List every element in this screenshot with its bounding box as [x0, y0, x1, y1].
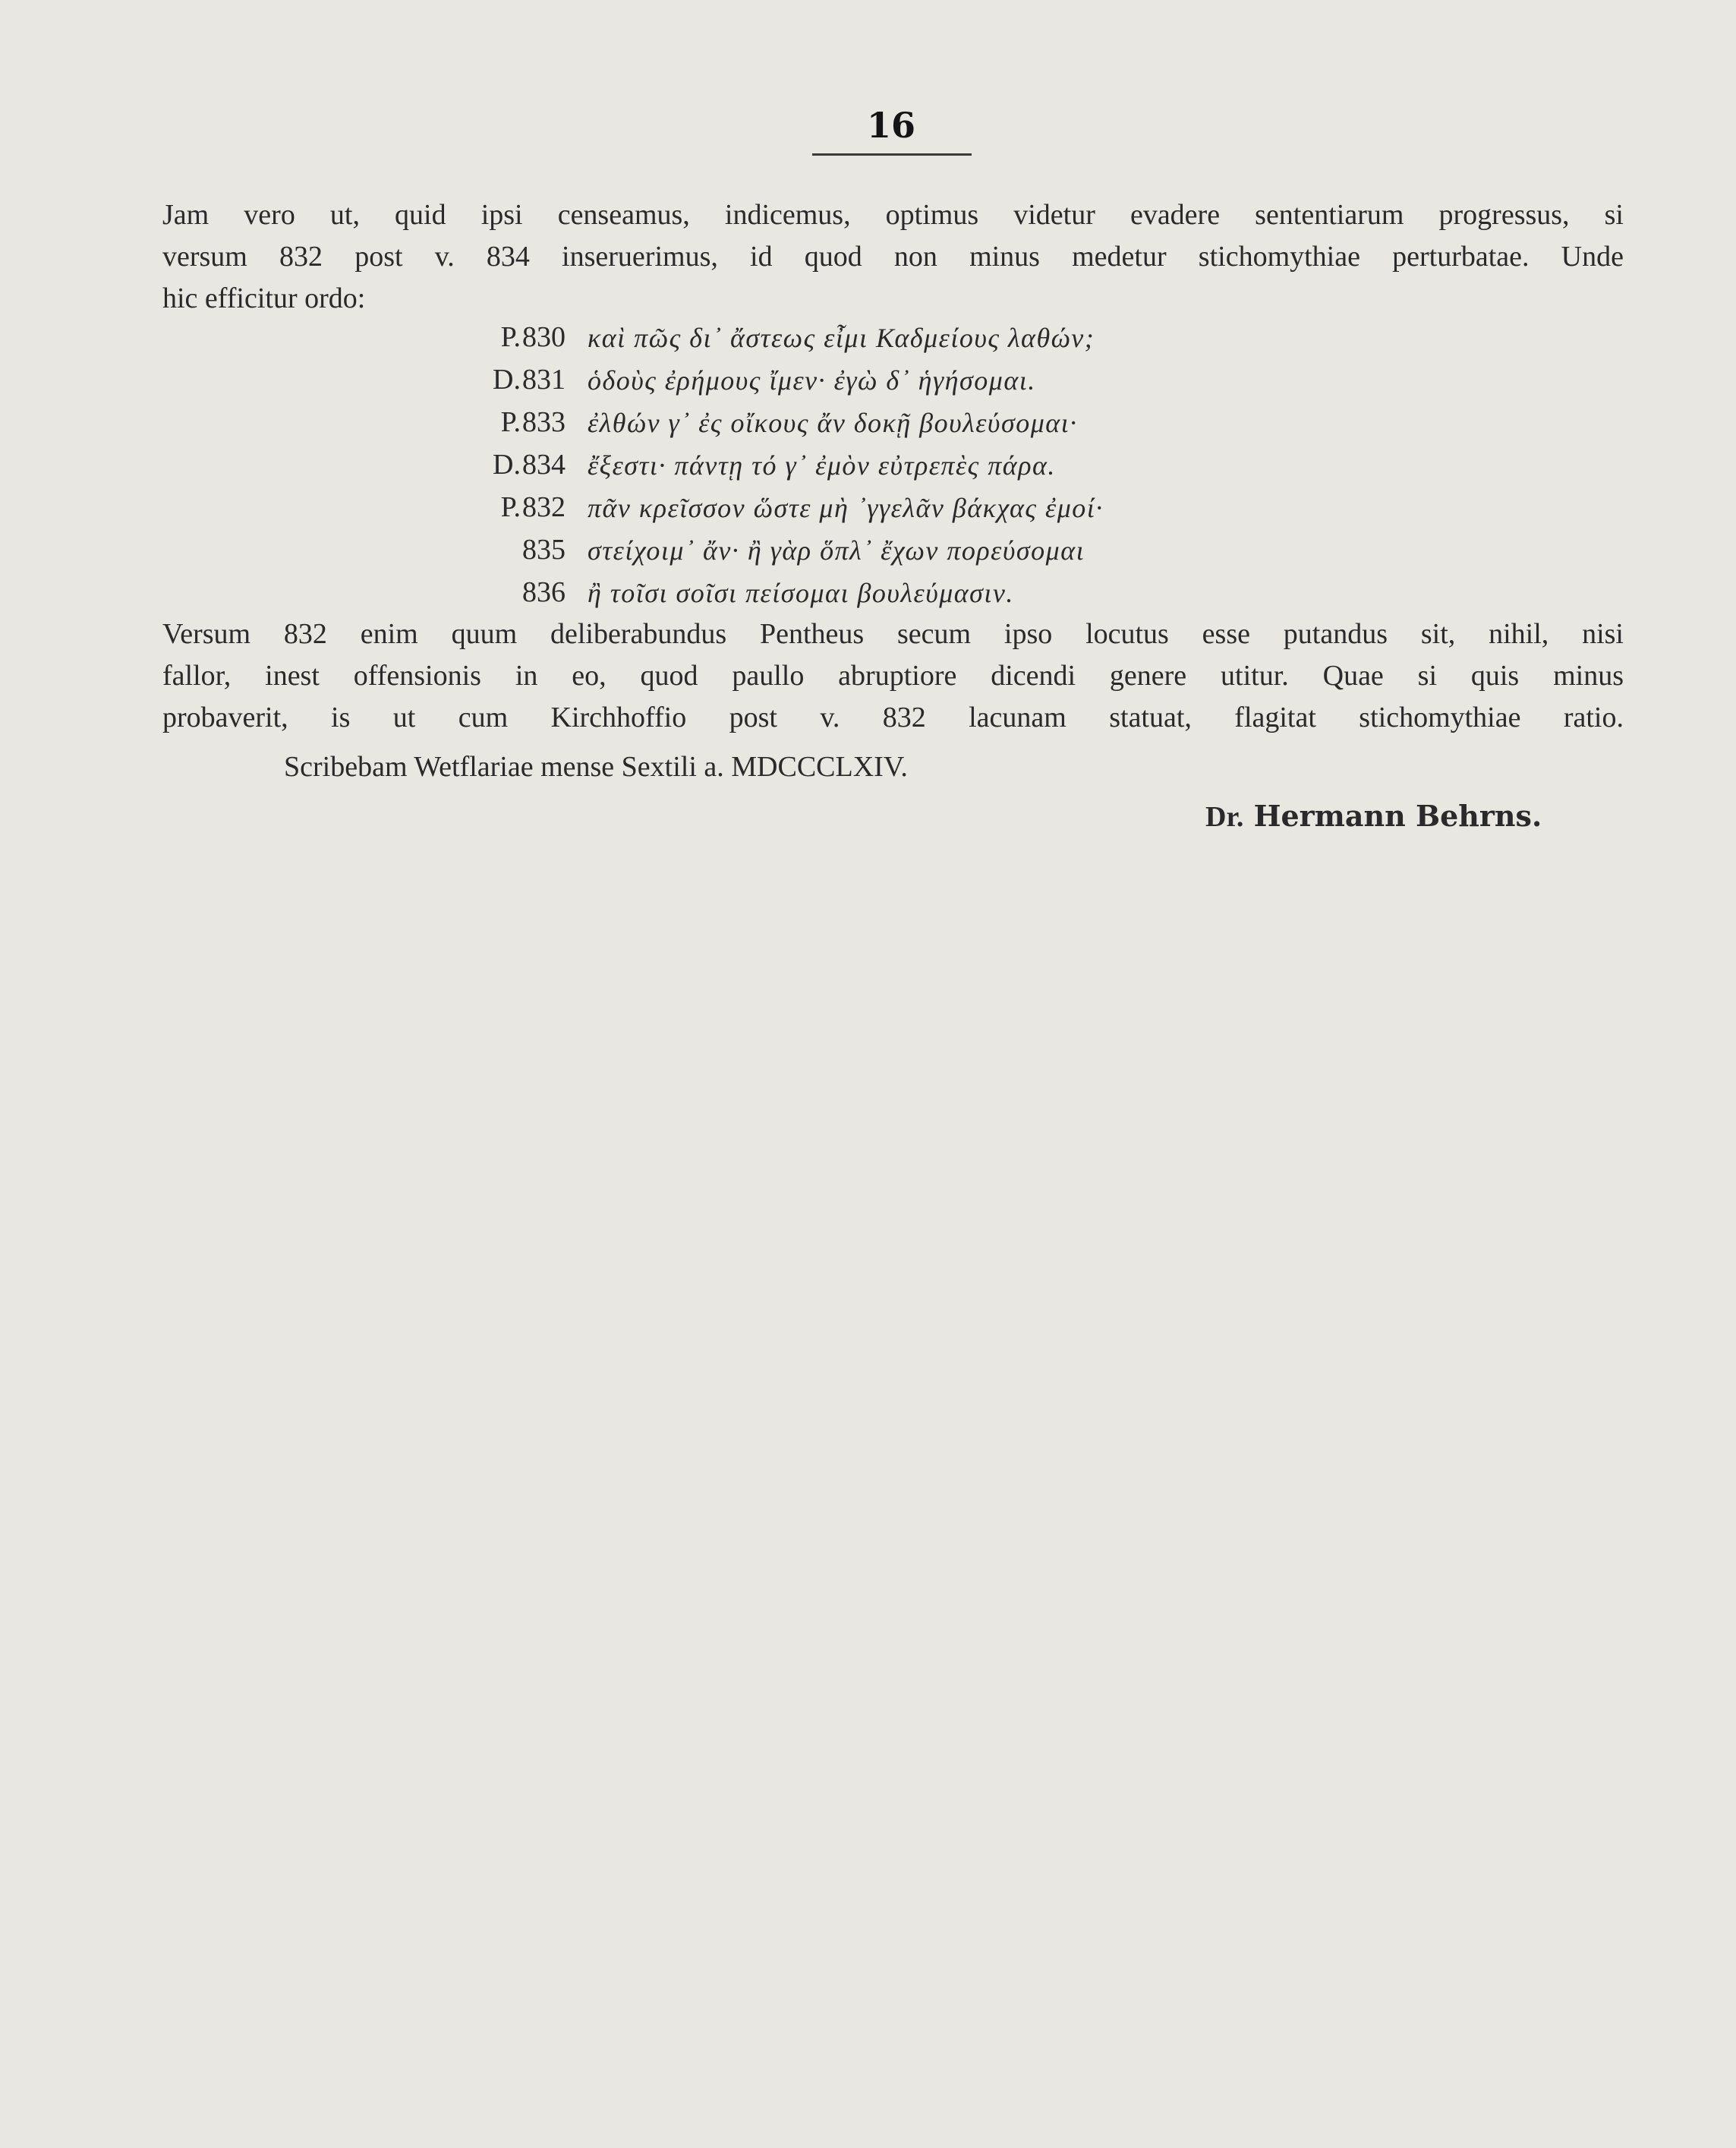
verse-row: [425, 405, 1336, 448]
verse-row: [425, 533, 1336, 576]
verse-speaker: D.: [493, 364, 521, 396]
verse-speaker: P.: [500, 491, 521, 523]
verse-text: πᾶν κρεῖσσον ὥστε μὴ ᾽γγελᾶν βάκχας ἐμοί·: [588, 493, 1104, 523]
verse-row: [425, 320, 1336, 363]
signature-title: Dr.: [1205, 801, 1244, 833]
paragraph-line: fallor, inest offensionis in eo, quod paullo abruptiore dicendi genere utitur. Quae si quis minus: [162, 660, 1624, 692]
paragraph-intro: [162, 194, 1624, 320]
verse-row: [425, 490, 1336, 533]
verse-text: ἢ τοῖσι σοῖσι πείσομαι βουλεύμασιν.: [588, 578, 1014, 608]
paragraph-line: hic efficitur ordo:: [162, 282, 366, 314]
verse-text: ἔξεστι· πάντῃ τό γ᾽ ἐμὸν εὐτρεπὲς πάρα.: [588, 450, 1056, 481]
verse-row: [425, 448, 1336, 490]
closing-line: Scribebam Wetflariae mense Sextili a. MDCCCLXIV.: [284, 751, 908, 783]
verse-text: στείχοιμ᾽ ἄν· ἢ γὰρ ὅπλ᾽ ἔχων πορεύσομαι: [588, 535, 1085, 566]
verse-number: 832: [522, 491, 566, 523]
page-number-rule: [812, 153, 972, 156]
verse-number: 831: [522, 364, 566, 396]
verse-number: 834: [522, 449, 566, 481]
verse-list: [425, 320, 1336, 618]
verse-number: 835: [522, 534, 566, 566]
verse-speaker: P.: [500, 406, 521, 438]
verse-text: ὁδοὺς ἐρήμους ἴμεν· ἐγὼ δ᾽ ἡγήσομαι.: [588, 365, 1036, 396]
verse-speaker: D.: [493, 449, 521, 481]
paragraph-line: Jam vero ut, quid ipsi censeamus, indicemus, optimus videtur evadere sententiarum progressus, si: [162, 199, 1624, 231]
verse-row: [425, 576, 1336, 618]
verse-row: [425, 363, 1336, 405]
signature-name: Hermann Behrns.: [1253, 799, 1542, 833]
page-number: 16: [867, 105, 916, 146]
verse-number: 836: [522, 576, 566, 608]
verse-text: ἐλθών γ᾽ ἐς οἴκους ἄν δοκῇ βουλεύσομαι·: [588, 408, 1078, 438]
paragraph-line: Versum 832 enim quum deliberabundus Pentheus secum ipso locutus esse putandus sit, nihil, nisi: [162, 618, 1624, 650]
paragraph-line: probaverit, is ut cum Kirchhoffio post v. 832 lacunam statuat, flagitat stichomythiae ratio.: [162, 702, 1624, 733]
paragraph-commentary: [162, 613, 1624, 739]
verse-speaker: P.: [500, 321, 521, 353]
signature: [1205, 799, 1542, 834]
verse-text: καὶ πῶς δι᾽ ἄστεως εἶμι Καδμείους λαθών;: [588, 323, 1095, 353]
paragraph-line: versum 832 post v. 834 inseruerimus, id quod non minus medetur stichomythiae perturbatae. Unde: [162, 241, 1624, 273]
verse-number: 830: [522, 321, 566, 353]
verse-number: 833: [522, 406, 566, 438]
